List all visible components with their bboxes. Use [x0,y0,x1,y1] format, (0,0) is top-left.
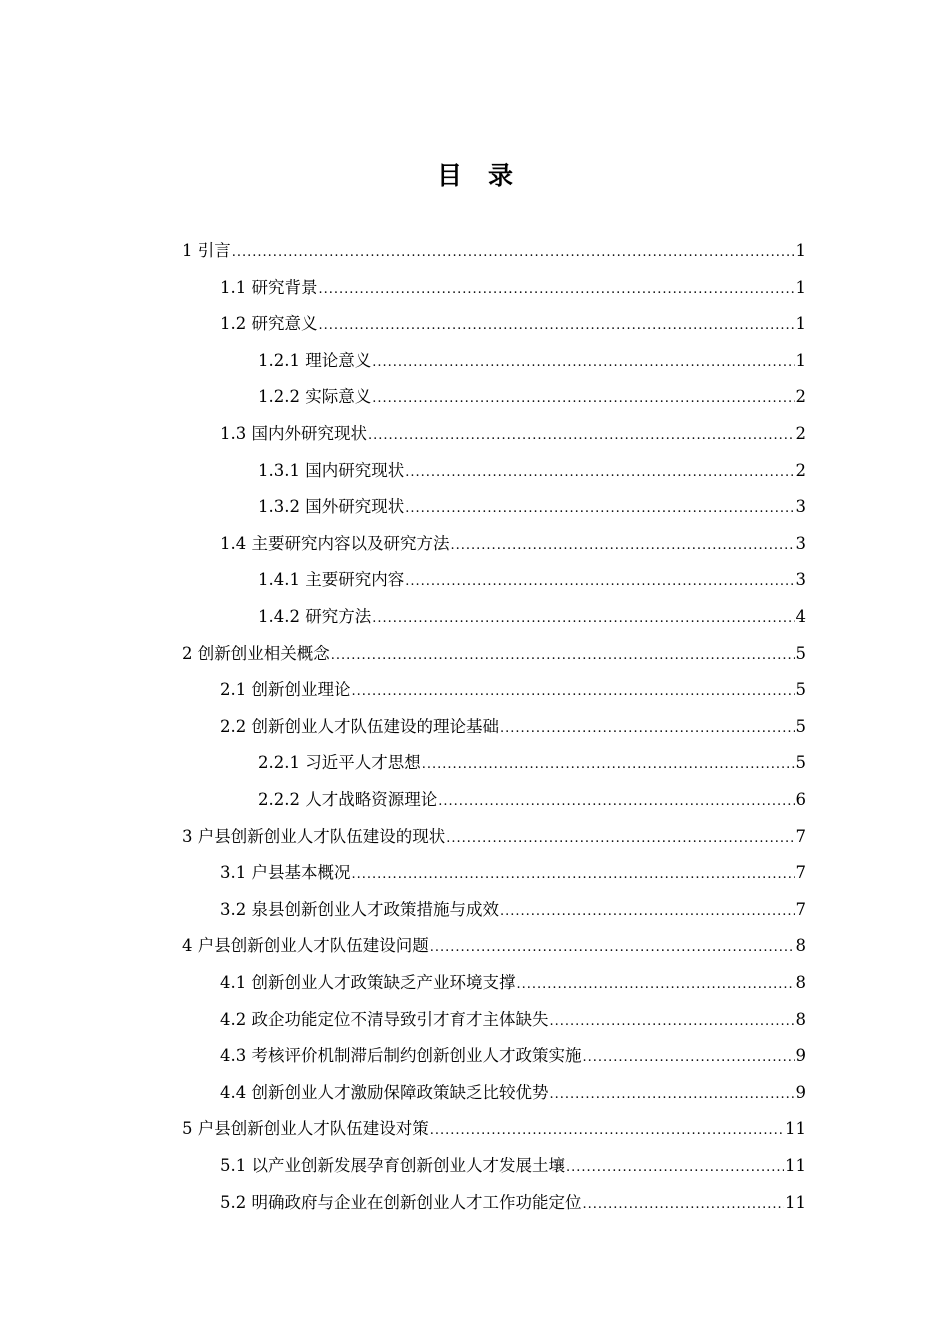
toc-entry-label: 2.2 创新创业人才队伍建设的理论基础 [220,716,499,736]
toc-entry[interactable] [220,672,806,708]
toc-entry[interactable] [258,489,806,525]
toc-leader-dots [405,564,794,600]
toc-entry[interactable] [258,599,806,635]
toc-entry-label: 1.1 研究背景 [220,277,318,297]
toc-entry-label: 3.1 户县基本概况 [220,863,351,883]
toc-entry[interactable] [258,562,806,598]
toc-entry[interactable] [182,636,806,672]
toc-entry[interactable] [220,1002,806,1038]
toc-leader-dots [446,821,794,857]
toc-entry-page-number: 3 [795,533,806,553]
toc-entry-label: 1.4 主要研究内容以及研究方法 [220,533,450,553]
toc-entry-page-number: 8 [795,1009,806,1029]
toc-entry-label: 2.2.2 人才战略资源理论 [258,790,438,809]
toc-entry-page-number: 5 [795,716,806,736]
toc-leader-dots [372,345,794,381]
toc-entry[interactable] [220,526,806,562]
toc-entry-label: 1.2 研究意义 [220,314,318,334]
toc-entry[interactable] [258,782,806,818]
toc-entry[interactable] [220,709,806,745]
toc-entry-label: 4.2 政企功能定位不清导致引才育才主体缺失 [220,1009,549,1029]
toc-entry-page-number: 2 [795,424,806,443]
toc-entry[interactable] [182,233,806,269]
toc-entry[interactable] [220,416,806,452]
toc-leader-dots [405,455,794,491]
title-char-1: 目 [436,161,462,190]
toc-entry-page-number: 3 [795,570,806,590]
toc-entry-page-number: 6 [795,790,806,809]
toc-entry[interactable] [220,1148,806,1184]
toc-entry-label: 3 户县创新创业人才队伍建设的现状 [182,826,446,846]
toc-leader-dots [583,1040,795,1076]
toc-leader-dots [430,1113,784,1149]
toc-entry-label: 4.1 创新创业人才政策缺乏产业环境支撑 [220,973,516,992]
toc-entry-page-number: 1 [795,350,806,370]
toc-entry-page-number: 9 [795,1082,806,1102]
toc-entry-page-number: 11 [785,1156,806,1175]
toc-entry-label: 1.3.1 国内研究现状 [258,460,405,480]
toc-entry-label: 1.2.2 实际意义 [258,387,372,407]
toc-entry-label: 3.2 泉县创新创业人才政策措施与成效 [220,899,499,919]
toc-entry[interactable] [258,745,806,781]
toc-leader-dots [405,491,794,527]
toc-entry-label: 2 创新创业相关概念 [182,643,330,663]
toc-entry-label: 2.2.1 习近平人才思想 [258,753,421,773]
toc-entry-page-number: 4 [795,607,806,626]
title-char-2: 录 [488,161,514,190]
toc-entry-page-number: 8 [795,973,806,992]
toc-leader-dots [368,418,795,454]
toc-entry-label: 1.4.2 研究方法 [258,607,372,626]
toc-entry-page-number: 1 [795,314,806,334]
toc-entry-page-number: 3 [795,497,806,517]
toc-entry-page-number: 11 [785,1119,806,1139]
toc-entry-label: 1.4.1 主要研究内容 [258,570,405,590]
toc-entry-label: 1 引言 [182,241,231,260]
toc-entry-page-number: 5 [795,643,806,663]
toc-entry-label: 1.2.1 理论意义 [258,350,372,370]
toc-entry[interactable] [220,306,806,342]
toc-leader-dots [319,308,795,344]
toc-entry-page-number: 9 [795,1046,806,1066]
toc-entry-page-number: 11 [785,1192,806,1212]
toc-entry-page-number: 2 [795,460,806,480]
toc-entry-page-number: 7 [795,826,806,846]
toc-entry-page-number: 2 [795,387,806,407]
toc-entry[interactable] [258,379,806,415]
page-title [0,156,950,196]
toc-entry[interactable] [258,343,806,379]
toc-leader-dots [566,1150,784,1186]
toc-entry[interactable] [182,928,806,964]
toc-entry-label: 4.4 创新创业人才激励保障政策缺乏比较优势 [220,1082,549,1102]
toc-entry-page-number: 5 [795,753,806,773]
toc-leader-dots [372,601,794,637]
toc-entry-page-number: 5 [795,680,806,700]
toc-entry-label: 5.1 以产业创新发展孕育创新创业人才发展土壤 [220,1156,565,1175]
toc-entry-label: 5.2 明确政府与企业在创新创业人才工作功能定位 [220,1192,582,1212]
toc-entry-label: 4 户县创新创业人才队伍建设问题 [182,936,429,956]
toc-leader-dots [438,784,794,820]
toc-entry[interactable] [220,1038,806,1074]
toc-leader-dots [232,235,795,271]
toc-entry[interactable] [220,855,806,891]
toc-leader-dots [550,1077,795,1113]
toc-entry[interactable] [220,892,806,928]
toc-entry-page-number: 7 [795,863,806,883]
toc-leader-dots [517,967,795,1003]
toc-leader-dots [372,381,794,417]
toc-entry[interactable] [182,819,806,855]
toc-entry-page-number: 1 [795,277,806,297]
toc-leader-dots [319,272,795,308]
toc-entry-label: 4.3 考核评价机制滞后制约创新创业人才政策实施 [220,1046,582,1066]
toc-entry-label: 2.1 创新创业理论 [220,680,351,700]
toc-entry-label: 1.3 国内外研究现状 [220,424,367,443]
toc-leader-dots [583,1187,785,1223]
toc-leader-dots [500,894,795,930]
toc-leader-dots [500,711,795,747]
toc-entry[interactable] [182,1111,806,1147]
toc-leader-dots [352,857,795,893]
toc-entry-label: 1.3.2 国外研究现状 [258,497,405,517]
toc-leader-dots [422,747,795,783]
toc-leader-dots [430,930,795,966]
toc-entry[interactable] [220,1075,806,1111]
toc-entry-page-number: 8 [795,936,806,956]
toc-entry-page-number: 1 [795,241,806,260]
toc-entry-page-number: 7 [795,899,806,919]
toc-leader-dots [451,528,795,564]
toc-entry[interactable] [220,965,806,1001]
toc-leader-dots [331,638,795,674]
toc-entry[interactable] [220,270,806,306]
toc-entry[interactable] [258,453,806,489]
toc-entry[interactable] [220,1185,806,1221]
toc-leader-dots [352,674,795,710]
toc-leader-dots [550,1004,795,1040]
toc-entry-label: 5 户县创新创业人才队伍建设对策 [182,1119,429,1139]
